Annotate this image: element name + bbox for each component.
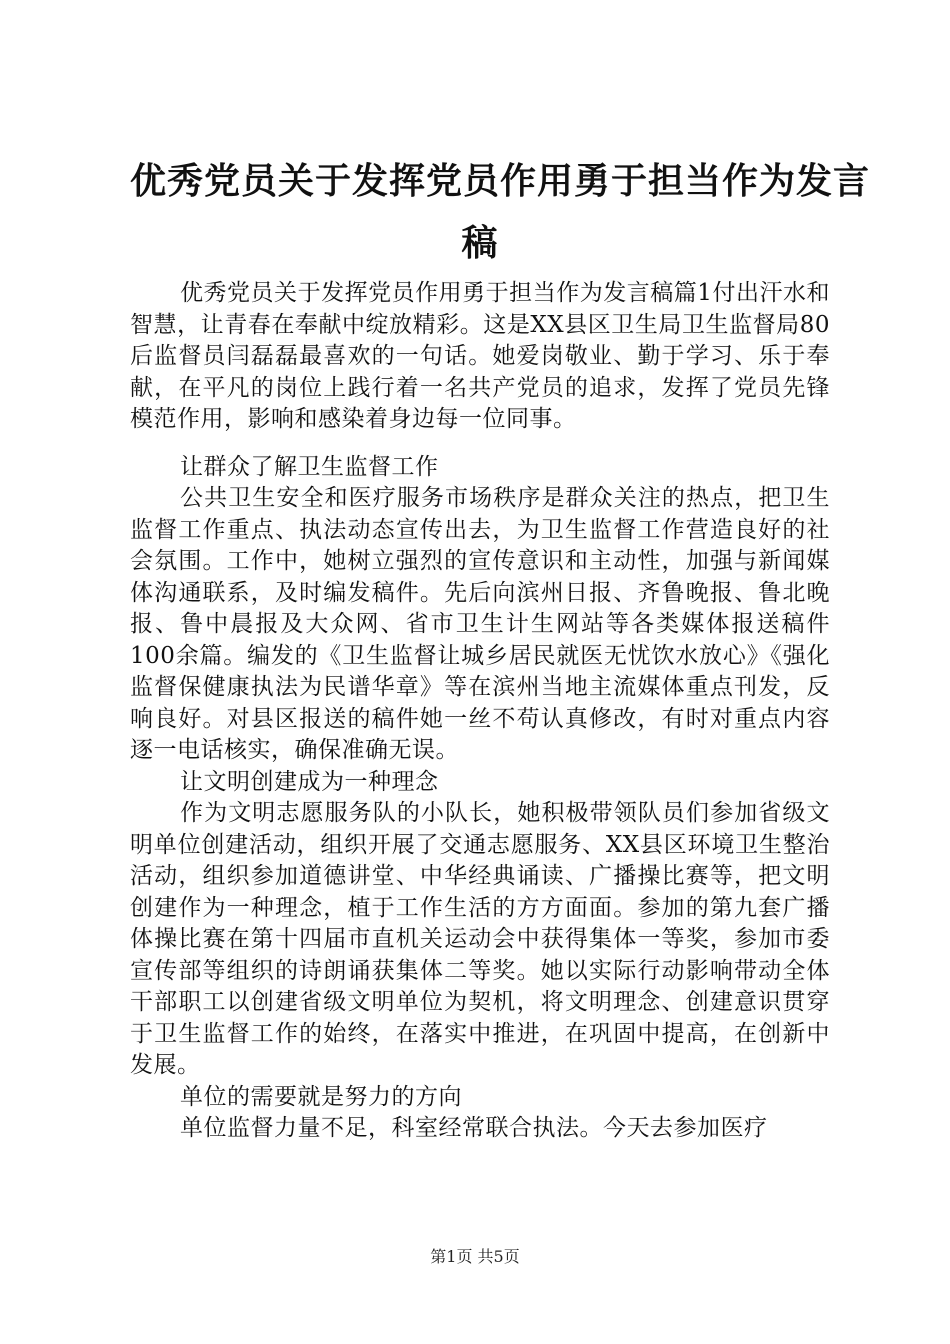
document-body	[130, 278, 830, 1145]
section-heading-publicity: 让群众了解卫生监督工作	[180, 453, 439, 480]
title-line-1: 优秀党员关于发挥党员作用勇于担当作为发言	[130, 160, 871, 202]
paragraph-gap	[130, 436, 830, 452]
document-title	[130, 150, 871, 274]
page-footer: 第1页 共5页	[430, 1247, 520, 1266]
section-heading-unit-needs: 单位的需要就是努力的方向	[180, 1083, 462, 1110]
paragraph-civilization: 作为文明志愿服务队的小队长，她积极带领队员们参加省级文明单位创建活动，组织开展了交通志愿服务、XX县区环境卫生整治活动，组织参加道德讲堂、中华经典诵读、广播操比赛等，把文明创建作为一种理念，植于工作生活的方方面面。参加的第九套广播体操比赛在第十四届市直机关运动会中获得集体一等奖，参加市委宣传部等组织的诗朗诵获集体二等奖。她以实际行动影响带动全体干部职工以创建省级文明单位为契机，将文明理念、创建意识贯穿于卫生监督工作的始终，在落实中推进，在巩固中提高，在创新中发展。	[130, 800, 830, 1078]
paragraph-intro: 优秀党员关于发挥党员作用勇于担当作为发言稿篇1付出汗水和智慧，让青春在奉献中绽放精彩。这是XX县区卫生局卫生监督局80后监督员闫磊磊最喜欢的一句话。她爱岗敬业、勤于学习、乐于奉献，在平凡的岗位上践行着一名共产党员的追求，发挥了党员先锋模范作用，影响和感染着身边每一位同事。	[130, 280, 830, 432]
title-line-2: 稿	[461, 222, 499, 264]
paragraph-publicity: 公共卫生安全和医疗服务市场秩序是群众关注的热点，把卫生监督工作重点、执法动态宣传出去，为卫生监督工作营造良好的社会氛围。工作中，她树立强烈的宣传意识和主动性，加强与新闻媒体沟通联系，及时编发稿件。先后向滨州日报、齐鲁晚报、鲁北晚报、鲁中晨报及大众网、省市卫生计生网站等各类媒体报送稿件100余篇。编发的《卫生监督让城乡居民就医无忧饮水放心》《强化监督保健康执法为民谱华章》等在滨州当地主流媒体重点刊发，反响良好。对县区报送的稿件她一丝不苟认真修改，有时对重点内容逐一电话核实，确保准确无误。	[130, 485, 830, 763]
paragraph-unit-needs: 单位监督力量不足，科室经常联合执法。今天去参加医疗	[180, 1115, 768, 1141]
document-page	[130, 150, 871, 1145]
section-heading-civilization: 让文明创建成为一种理念	[180, 768, 439, 795]
